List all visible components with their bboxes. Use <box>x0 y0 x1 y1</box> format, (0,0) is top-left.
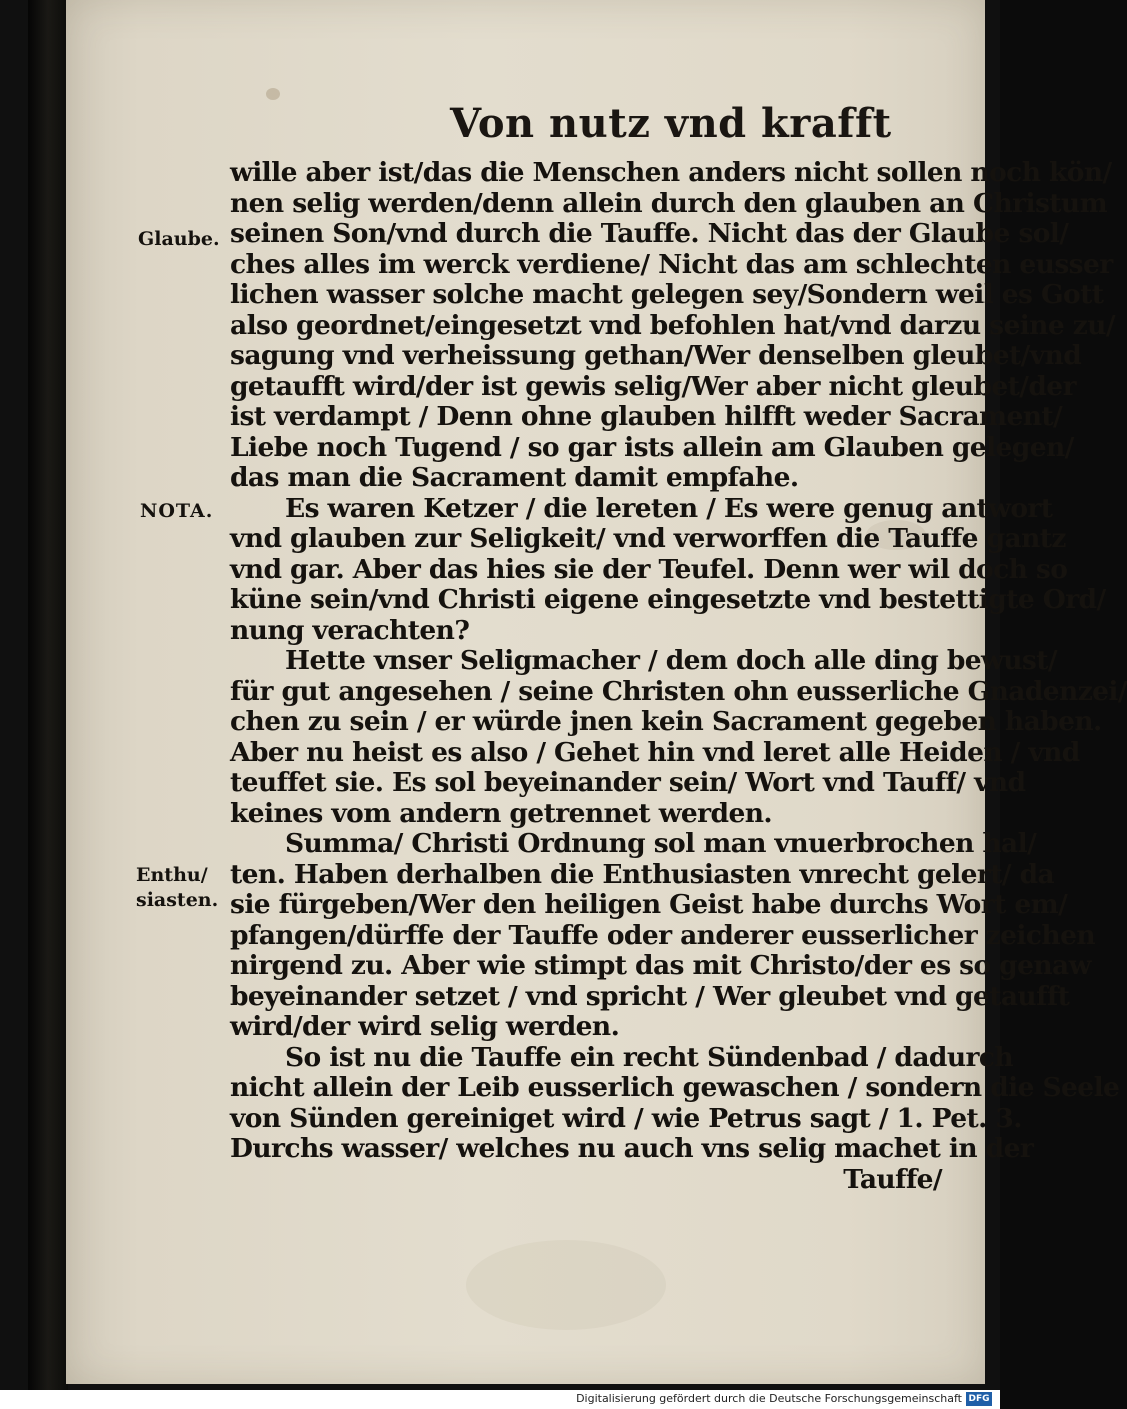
text-line: nirgend zu. Aber wie stimpt das mit Christo/der es so genaw <box>230 950 1091 981</box>
text-line: nicht allein der Leib eusserlich gewaschen / sondern die Seele <box>230 1072 1120 1103</box>
text-line: sie fürgeben/Wer den heiligen Geist habe durchs Wort em/ <box>230 889 1068 920</box>
text-line: vnd gar. Aber das hies sie der Teufel. Denn wer wil doch so <box>230 553 1068 585</box>
text-line: von Sünden gereiniget wird / wie Petrus sagt / 1. Pet. 3. <box>230 1102 1022 1134</box>
text-line: pfangen/dürffe der Tauffe oder anderer eusserlicher zeichen <box>230 919 1095 951</box>
text-line: So ist nu die Tauffe ein recht Sündenbad / dadurch <box>285 1041 1014 1073</box>
text-line: wird/der wird selig werden. <box>230 1011 620 1042</box>
text-line: keines vom andern getrennet werden. <box>230 797 773 829</box>
text-line: chen zu sein / er würde jnen kein Sacrament gegeben haben. <box>230 706 1102 737</box>
catchword: Tauffe/ <box>843 1163 942 1195</box>
text-line: für gut angesehen / seine Christen ohn eusserliche Gnadenzei/ <box>230 675 1127 707</box>
text-line: Es waren Ketzer / die lereten / Es were genug antwort <box>285 492 1053 524</box>
page-header: Von nutz vnd krafft <box>450 100 892 147</box>
text-line: beyeinander setzet / vnd spricht / Wer gleubet vnd getaufft <box>230 980 1070 1012</box>
margin-note-glaube: Glaube. <box>138 228 220 250</box>
margin-note-enthusiasten-1: Enthu/ <box>136 864 208 886</box>
margin-note-enthusiasten-2: siasten. <box>136 889 219 911</box>
dfg-logo-icon: DFG <box>966 1392 992 1406</box>
text-line: seinen Son/vnd durch die Tauffe. Nicht das der Glaube sol/ <box>230 218 1069 249</box>
text-line: das man die Sacrament damit empfahe. <box>230 462 799 493</box>
body-text <box>230 157 1127 1195</box>
book-spine <box>28 0 68 1390</box>
text-line: Liebe noch Tugend / so gar ists allein am Glauben gelegen/ <box>230 431 1074 463</box>
text-line: getaufft wird/der ist gewis selig/Wer aber nicht gleubet/der <box>230 370 1076 402</box>
page-stain <box>466 1240 666 1330</box>
text-line: ist verdampt / Denn ohne glauben hilfft weder Sacrament/ <box>230 401 1063 432</box>
text-line: nen selig werden/denn allein durch den glauben an Christum <box>230 187 1108 219</box>
text-line: wille aber ist/das die Menschen anders nicht sollen noch kön/ <box>230 157 1112 188</box>
text-line: Aber nu heist es also / Gehet hin vnd leret alle Heiden / vnd <box>230 736 1080 768</box>
text-line: küne sein/vnd Christi eigene eingesetzte vnd bestettigte Ord/ <box>230 584 1106 615</box>
text-line: ches alles im werck verdiene/ Nicht das am schlechten eusser <box>230 248 1113 280</box>
page-stain <box>266 88 280 100</box>
text-line: Durchs wasser/ welches nu auch vns selig machet in der <box>230 1133 1034 1164</box>
text-line: nung verachten? <box>230 614 470 646</box>
text-line: teuffet sie. Es sol beyeinander sein/ Wort vnd Tauff/ vnd <box>230 767 1026 798</box>
text-line: sagung vnd verheissung gethan/Wer denselben gleubet/vnd <box>230 340 1082 371</box>
text-line: also geordnet/eingesetzt vnd befohlen hat/vnd darzu seine zu/ <box>230 309 1115 341</box>
text-line: ten. Haben derhalben die Enthusiasten vnrecht gelert/ da <box>230 858 1055 890</box>
text-line: lichen wasser solche macht gelegen sey/Sondern weil es Gott <box>230 279 1104 310</box>
text-line: vnd glauben zur Seligkeit/ vnd verworffen die Tauffe gantz <box>230 523 1066 554</box>
text-line: Summa/ Christi Ordnung sol man vnuerbrochen hal/ <box>285 828 1037 859</box>
text-line: Hette vnser Seligmacher / dem doch alle ding bewust/ <box>285 645 1057 676</box>
footer-credit: Digitalisierung gefördert durch die Deutsche Forschungsgemeinschaft <box>576 1392 962 1405</box>
margin-note-nota: NOTA. <box>140 500 214 522</box>
